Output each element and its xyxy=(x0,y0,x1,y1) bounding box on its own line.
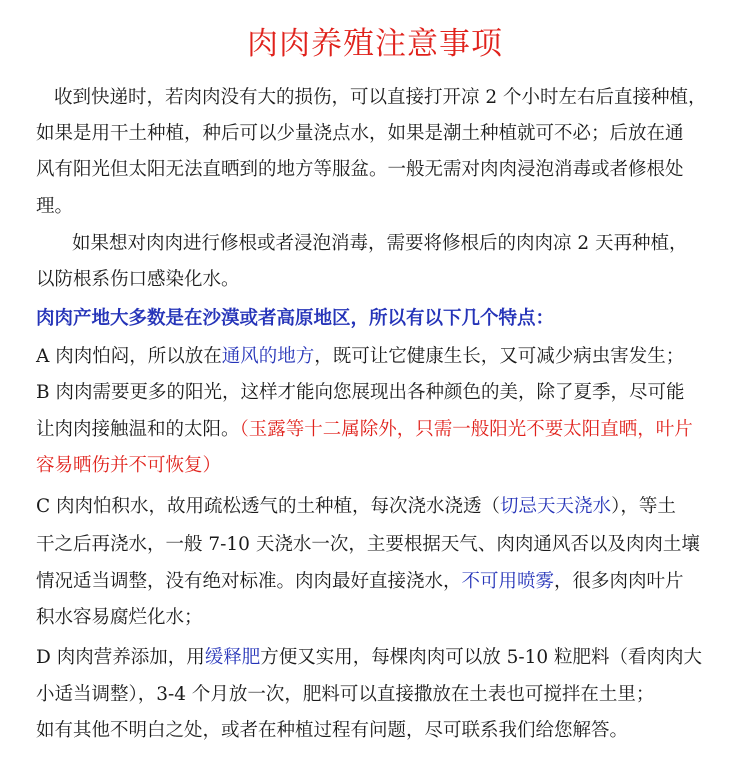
point-c-line-3-text-end: ，很多肉肉叶片 xyxy=(554,571,684,592)
paragraph-1-line-3: 风有阳光但太阳无法直晒到的地方等服盆。一般无需对肉肉浸泡消毒或者修根处 xyxy=(36,159,684,180)
point-c-line-3 xyxy=(36,570,684,594)
paragraph-1-line-4: 理。 xyxy=(36,196,74,217)
point-c-highlight: 切忌天天浇水 xyxy=(500,496,612,517)
paragraph-1-line-1: 收到快递时，若肉肉没有大的损伤，可以直接打开凉 2 个小时左右后直接种植， xyxy=(54,87,707,108)
point-b-warning-line-3: 容易晒伤并不可恢复） xyxy=(36,455,222,476)
point-c-line-2: 干之后再浇水，一般 7-10 天浇水一次，主要根据天气、肉肉通风否以及肉肉土壤 xyxy=(36,534,700,555)
point-b-line-1: B 肉肉需要更多的阳光，这样才能向您展现出各种颜色的美，除了夏季，尽可能 xyxy=(36,382,685,403)
point-c-text: C 肉肉怕积水，故用疏松透气的土种植，每次浇水浇透（ xyxy=(36,496,501,517)
paragraph-2-line-1: 如果想对肉肉进行修根或者浸泡消毒，需要将修根后的肉肉凉 2 天再种植， xyxy=(72,233,688,254)
point-c-line-3-highlight: 不可用喷雾 xyxy=(461,571,555,592)
point-a-text: A 肉肉怕闷，所以放在 xyxy=(36,346,222,367)
point-d-highlight: 缓释肥 xyxy=(204,647,261,668)
point-c-line-1 xyxy=(36,495,676,519)
paragraph-2-line-2: 以防根系伤口感染化水。 xyxy=(36,269,240,290)
point-b-warning: （玉露等十二属除外，只需一般阳光不要太阳直晒，叶片 xyxy=(239,419,693,440)
paragraph-1-line-2: 如果是用干土种植，种后可以少量浇点水，如果是潮土种植就可不必；后放在通 xyxy=(36,123,684,144)
closing-note: 如有其他不明白之处，或者在种植过程有问题，尽可联系我们给您解答。 xyxy=(36,720,629,741)
point-b-line-2 xyxy=(36,418,693,442)
point-a xyxy=(36,345,684,369)
point-d-text-end: 方便又实用，每棵肉肉可以放 5-10 粒肥料（看肉肉大 xyxy=(260,647,703,668)
point-d-line-2: 小适当调整），3-4 个月放一次，肥料可以直接撒放在土表也可搅拌在土里； xyxy=(36,684,655,705)
point-b-text: 让肉肉接触温和的太阳。 xyxy=(36,419,240,440)
point-d-text: D 肉肉营养添加，用 xyxy=(36,647,205,668)
point-d-line-1 xyxy=(36,646,702,670)
point-c-line-3-text: 情况适当调整，没有绝对标准。肉肉最好直接浇水， xyxy=(36,571,462,592)
point-a-text-end: ，既可让它健康生长，又可减少病虫害发生； xyxy=(314,346,685,367)
page-title: 肉肉养殖注意事项 xyxy=(247,26,503,62)
point-a-highlight: 通风的地方 xyxy=(221,346,315,367)
point-c-text-end: ），等土 xyxy=(611,496,676,517)
point-c-line-4: 积水容易腐烂化水； xyxy=(36,607,203,628)
features-heading: 肉肉产地大多数是在沙漠或者高原地区，所以有以下几个特点： xyxy=(36,308,555,329)
